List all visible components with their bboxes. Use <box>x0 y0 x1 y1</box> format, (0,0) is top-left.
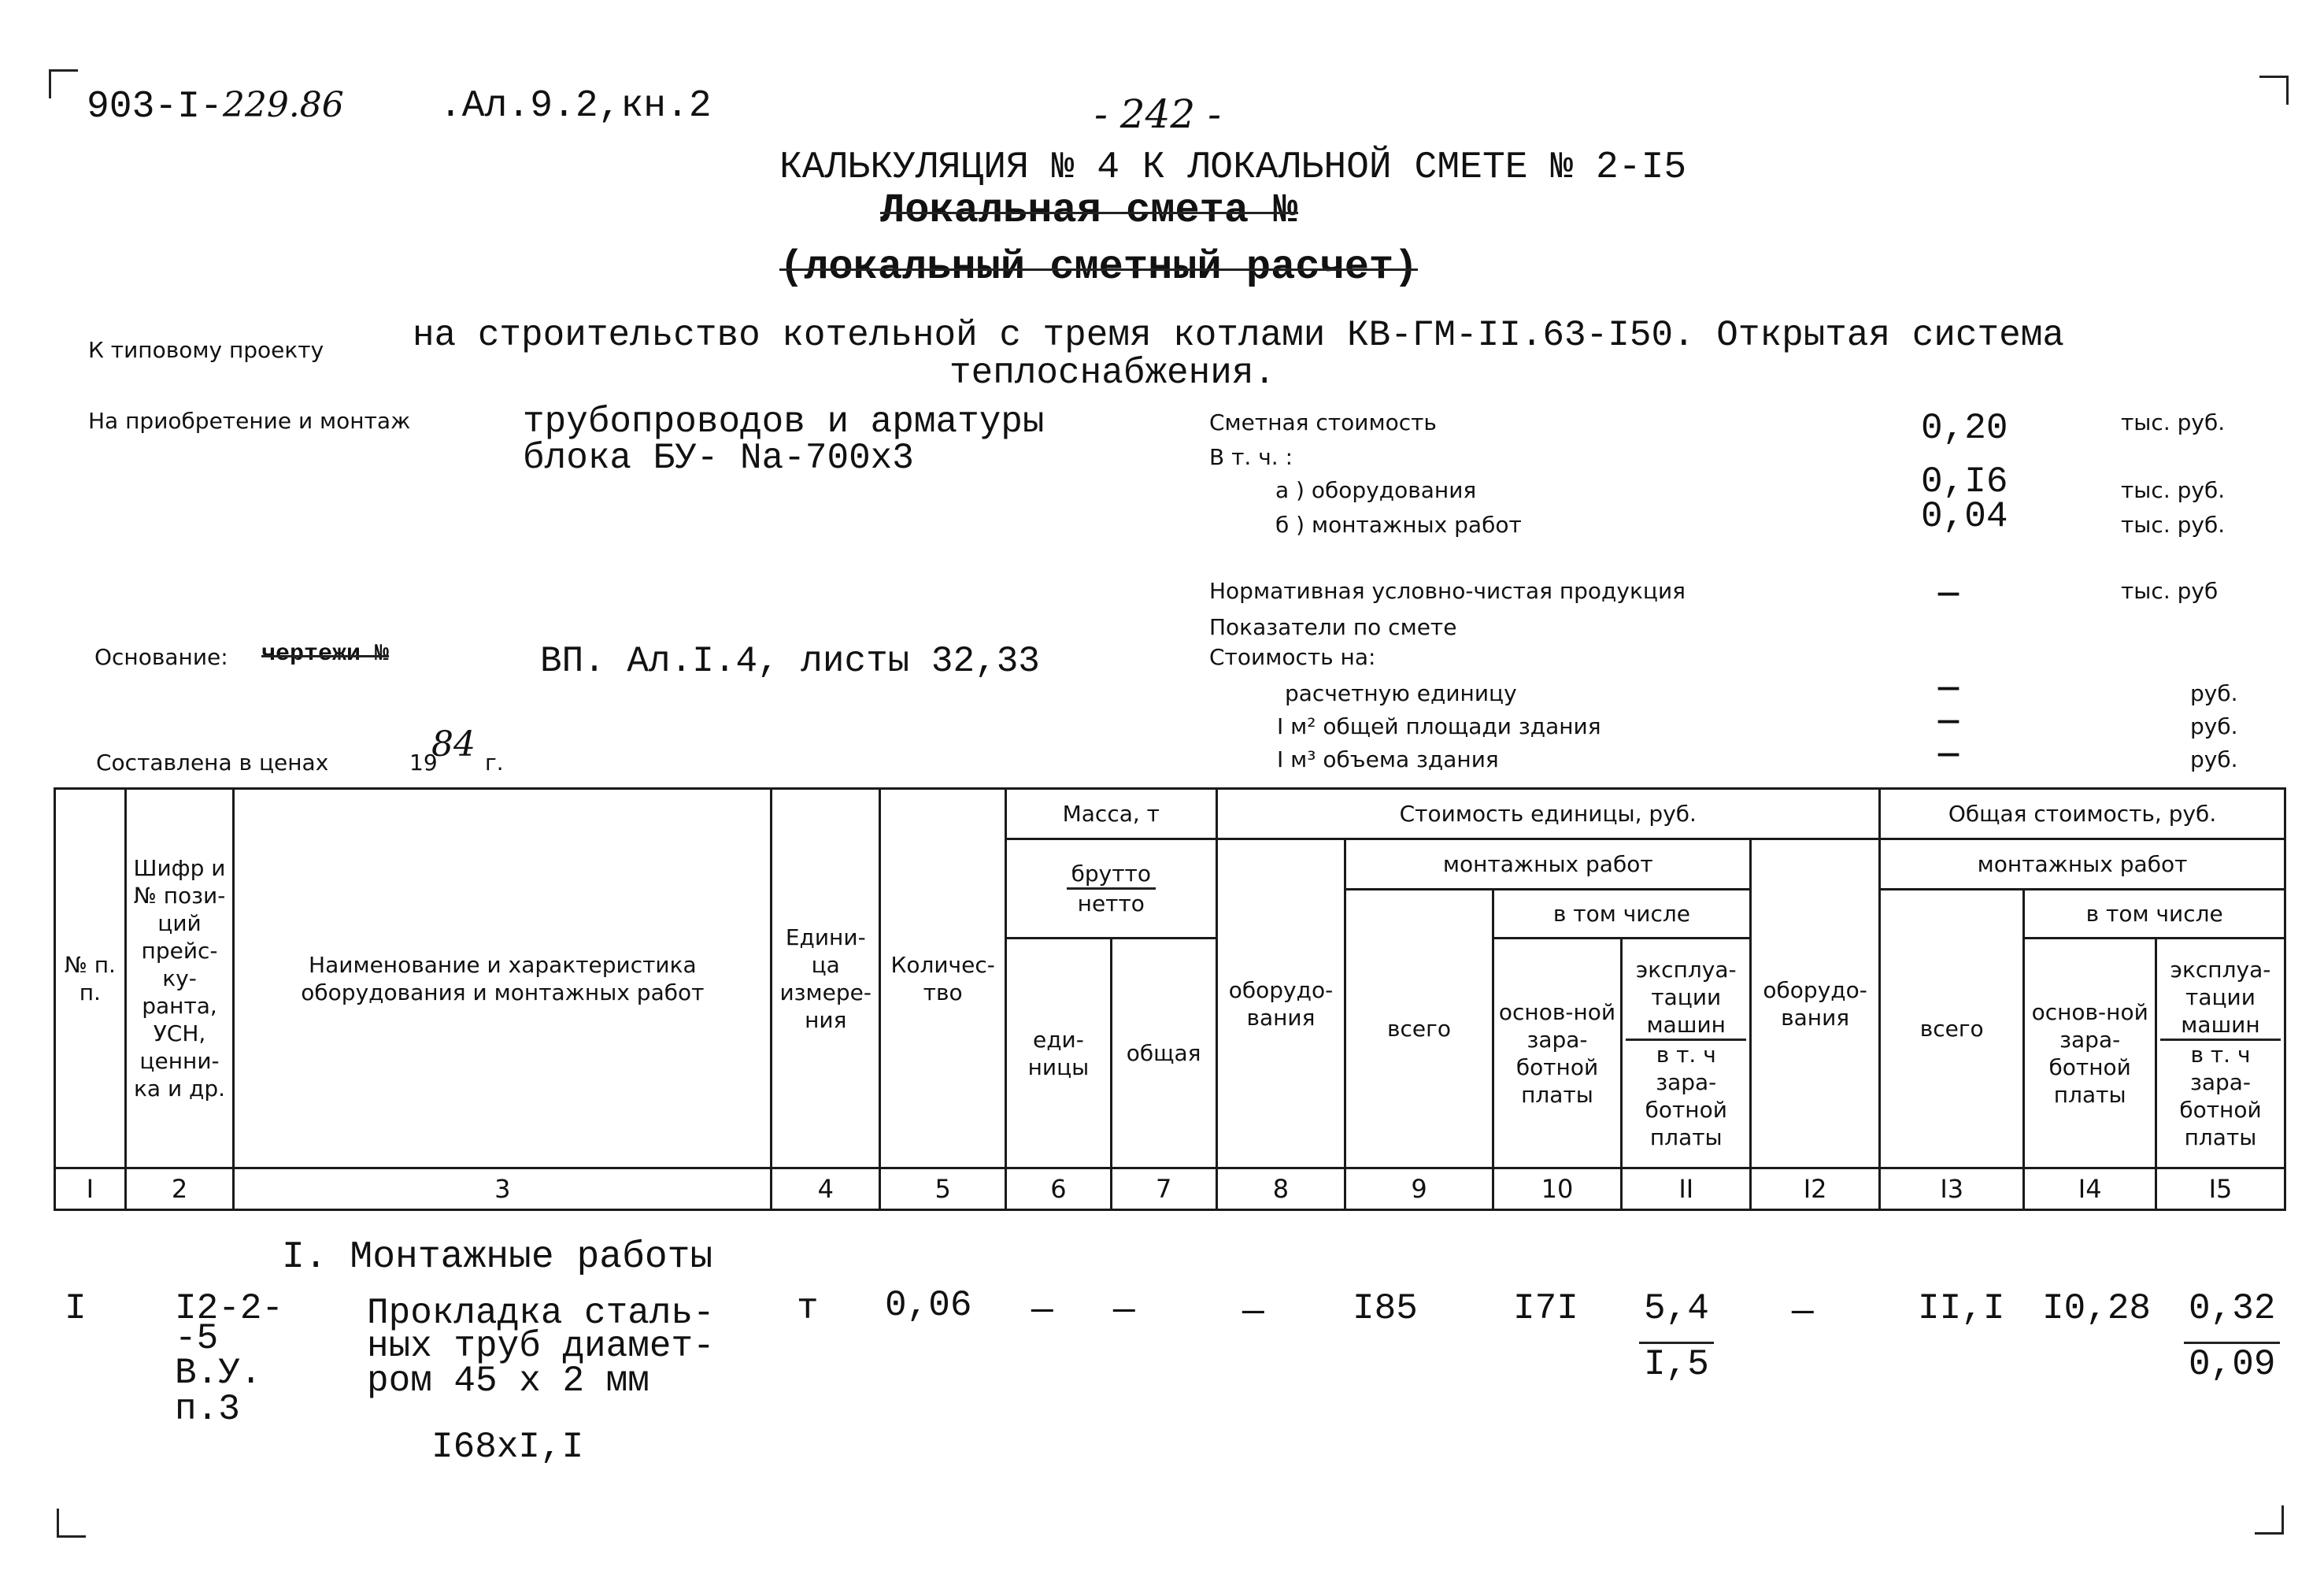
struck-heading-1: Локальная смета № <box>880 187 1298 234</box>
row-wages-unit: I7I <box>1513 1288 1578 1329</box>
row-equipment-total: — <box>1792 1291 1814 1332</box>
equipment-cost-label: а ) оборудования <box>1275 477 1477 503</box>
column-number: I5 <box>2156 1168 2285 1210</box>
per-unit-unit: руб. <box>2190 680 2238 706</box>
equipment-cost-value: 0,I6 <box>1921 461 2008 502</box>
project-text-line1: на строительство котельной с тремя котлами КВ-ГМ-II.63-I50. Открытая система <box>413 315 2064 356</box>
column-number: 10 <box>1493 1168 1622 1210</box>
per-volume-value: — <box>1937 740 1960 768</box>
column-number: II <box>1622 1168 1751 1210</box>
normative-unit: тыс. руб <box>2121 578 2219 604</box>
column-number: 4 <box>772 1168 880 1210</box>
header-mass: Масса, т <box>1006 789 1216 839</box>
including-label: В т. ч. : <box>1209 444 1293 470</box>
per-area-unit: руб. <box>2190 713 2238 739</box>
row-mass-total: — <box>1113 1290 1135 1331</box>
page-number: - 242 - <box>1094 91 1222 137</box>
estimated-cost-unit: тыс. руб. <box>2121 409 2226 435</box>
basis-struck-text: чертежи № <box>261 641 390 668</box>
header-brutto-netto <box>1006 839 1216 939</box>
header-incl-unit: в том числе <box>1493 890 1751 939</box>
header-name: Наименование и характеристика оборудования и монтажных работ <box>234 789 772 1168</box>
document-code-handwritten: 229.86 <box>222 85 344 125</box>
row-wages-total: I0,28 <box>2042 1288 2152 1329</box>
header-machines-unit: $\frac{\text{эксплуа-тации машин}}{\text{в т. ч зара-ботной платы}}$ <box>1622 939 1751 1168</box>
section-title: I. Монтажные работы <box>282 1236 713 1279</box>
row-name-line1: Прокладка сталь- <box>367 1293 715 1334</box>
document-code-prefix: 903-I- <box>87 86 223 128</box>
header-all-unit: всего <box>1345 890 1493 1168</box>
install-cost-value: 0,04 <box>1921 496 2008 537</box>
per-unit-label: расчетную единицу <box>1285 680 1517 706</box>
row-number: I <box>65 1288 87 1329</box>
prices-year-suffix: г. <box>485 750 504 776</box>
header-install-total: монтажных работ <box>1880 839 2285 890</box>
header-machines-total: $\frac{\text{эксплуа-тации машин}}{\text{в т. ч зара-ботной платы}}$ <box>2156 939 2285 1168</box>
column-number: 8 <box>1216 1168 1345 1210</box>
row-code-line3: В.У. <box>175 1353 262 1394</box>
column-number: 5 <box>880 1168 1006 1210</box>
row-code-line2: -5 <box>175 1318 219 1359</box>
prices-year-handwritten: 84 <box>431 724 476 765</box>
install-cost-unit: тыс. руб. <box>2121 512 2226 538</box>
normative-label: Нормативная условно-чистая продукция <box>1209 578 1686 604</box>
row-machines-unit: $\frac{5,4}{I,5}$ <box>1639 1288 1714 1385</box>
row-code-line4: п.3 <box>175 1389 240 1430</box>
column-number: 6 <box>1006 1168 1112 1210</box>
cost-on-label: Стоимость на: <box>1209 644 1376 670</box>
estimated-cost-label: Сметная стоимость <box>1209 409 1437 435</box>
struck-heading-2: (локальный сметный расчет) <box>779 244 1419 291</box>
header-code: Шифр и № пози-ций прейс-ку-ранта, УСН, ценни-ка и др. <box>125 789 234 1168</box>
header-quantity: Количес-тво <box>880 789 1006 1168</box>
row-mass-unit: — <box>1031 1290 1053 1331</box>
column-number: 7 <box>1111 1168 1216 1210</box>
row-install-all-unit: I85 <box>1353 1288 1418 1329</box>
purpose-text-line2: блока БУ- Nа-700х3 <box>523 438 914 479</box>
per-unit-value: — <box>1937 674 1960 702</box>
header-incl-total: в том числе <box>2024 890 2285 939</box>
column-number: I <box>55 1168 126 1210</box>
header-unit-cost: Стоимость единицы, руб. <box>1216 789 1880 839</box>
header-no: № п. п. <box>55 789 126 1168</box>
column-number: 3 <box>234 1168 772 1210</box>
basis-label: Основание: <box>94 644 228 670</box>
row-install-all-total: II,I <box>1918 1288 2005 1329</box>
indicators-label: Показатели по смете <box>1209 614 1457 640</box>
purpose-text-line1: трубопроводов и арматуры <box>523 402 1045 442</box>
row-machines-total: $\frac{0,32}{0,09}$ <box>2184 1288 2280 1385</box>
header-wages-unit: основ-ной зара-ботной платы <box>1493 939 1622 1168</box>
corner-mark-top-right <box>2259 76 2289 105</box>
per-area-label: I м² общей площади здания <box>1277 713 1601 739</box>
per-area-value: — <box>1937 707 1960 735</box>
header-all-total: всего <box>1880 890 2024 1168</box>
install-cost-label: б ) монтажных работ <box>1275 512 1522 538</box>
column-number: I3 <box>1880 1168 2024 1210</box>
purpose-label: На приобретение и монтаж <box>88 408 411 434</box>
row-equipment-unit: — <box>1242 1291 1264 1332</box>
project-label: К типовому проекту <box>88 337 324 363</box>
corner-mark-top-left <box>49 69 78 98</box>
column-number: I2 <box>1751 1168 1880 1210</box>
equipment-cost-unit: тыс. руб. <box>2121 477 2226 503</box>
estimated-cost-value: 0,20 <box>1921 408 2008 449</box>
prices-year-prefix: 19 <box>409 750 438 776</box>
corner-mark-bottom-left <box>57 1509 86 1538</box>
normative-value: — <box>1937 579 1960 607</box>
row-unit: т <box>797 1288 819 1329</box>
row-code-line1: I2-2- <box>175 1288 284 1329</box>
album-reference: .Ал.9.2,кн.2 <box>439 85 712 128</box>
column-number: I4 <box>2024 1168 2156 1210</box>
header-wages-total: основ-ной зара-ботной платы <box>2024 939 2156 1168</box>
corner-mark-bottom-right <box>2255 1505 2284 1535</box>
row-name-line3: ром 45 х 2 мм <box>367 1361 649 1401</box>
header-brutto: брутто <box>1067 860 1156 890</box>
header-install-unit: монтажных работ <box>1345 839 1751 890</box>
header-mass-total: общая <box>1111 939 1216 1168</box>
row-calc-note: I68хI,I <box>431 1427 584 1468</box>
column-numbers-row <box>55 1168 2285 1210</box>
project-text-line2: теплоснабжения. <box>949 353 1276 394</box>
header-mass-per-unit: еди-ницы <box>1006 939 1112 1168</box>
column-number: 2 <box>125 1168 234 1210</box>
estimate-table <box>54 787 2286 1211</box>
header-equipment-total: оборудо-вания <box>1751 839 1880 1168</box>
header-equipment-unit: оборудо-вания <box>1216 839 1345 1168</box>
row-name-line2: ных труб диамет- <box>367 1326 715 1367</box>
per-volume-unit: руб. <box>2190 746 2238 772</box>
calculation-title: КАЛЬКУЛЯЦИЯ № 4 К ЛОКАЛЬНОЙ СМЕТЕ № 2-I5 <box>779 146 1687 189</box>
per-volume-label: I м³ объема здания <box>1277 746 1499 772</box>
document-code <box>87 85 344 128</box>
prices-label: Составлена в ценах <box>96 750 329 776</box>
header-total-cost: Общая стоимость, руб. <box>1880 789 2285 839</box>
basis-text: ВП. Ал.I.4, листы 32,33 <box>540 641 1040 682</box>
header-netto: нетто <box>1077 890 1145 916</box>
header-unit: Едини-ца измере-ния <box>772 789 880 1168</box>
column-number: 9 <box>1345 1168 1493 1210</box>
row-quantity: 0,06 <box>885 1285 972 1326</box>
